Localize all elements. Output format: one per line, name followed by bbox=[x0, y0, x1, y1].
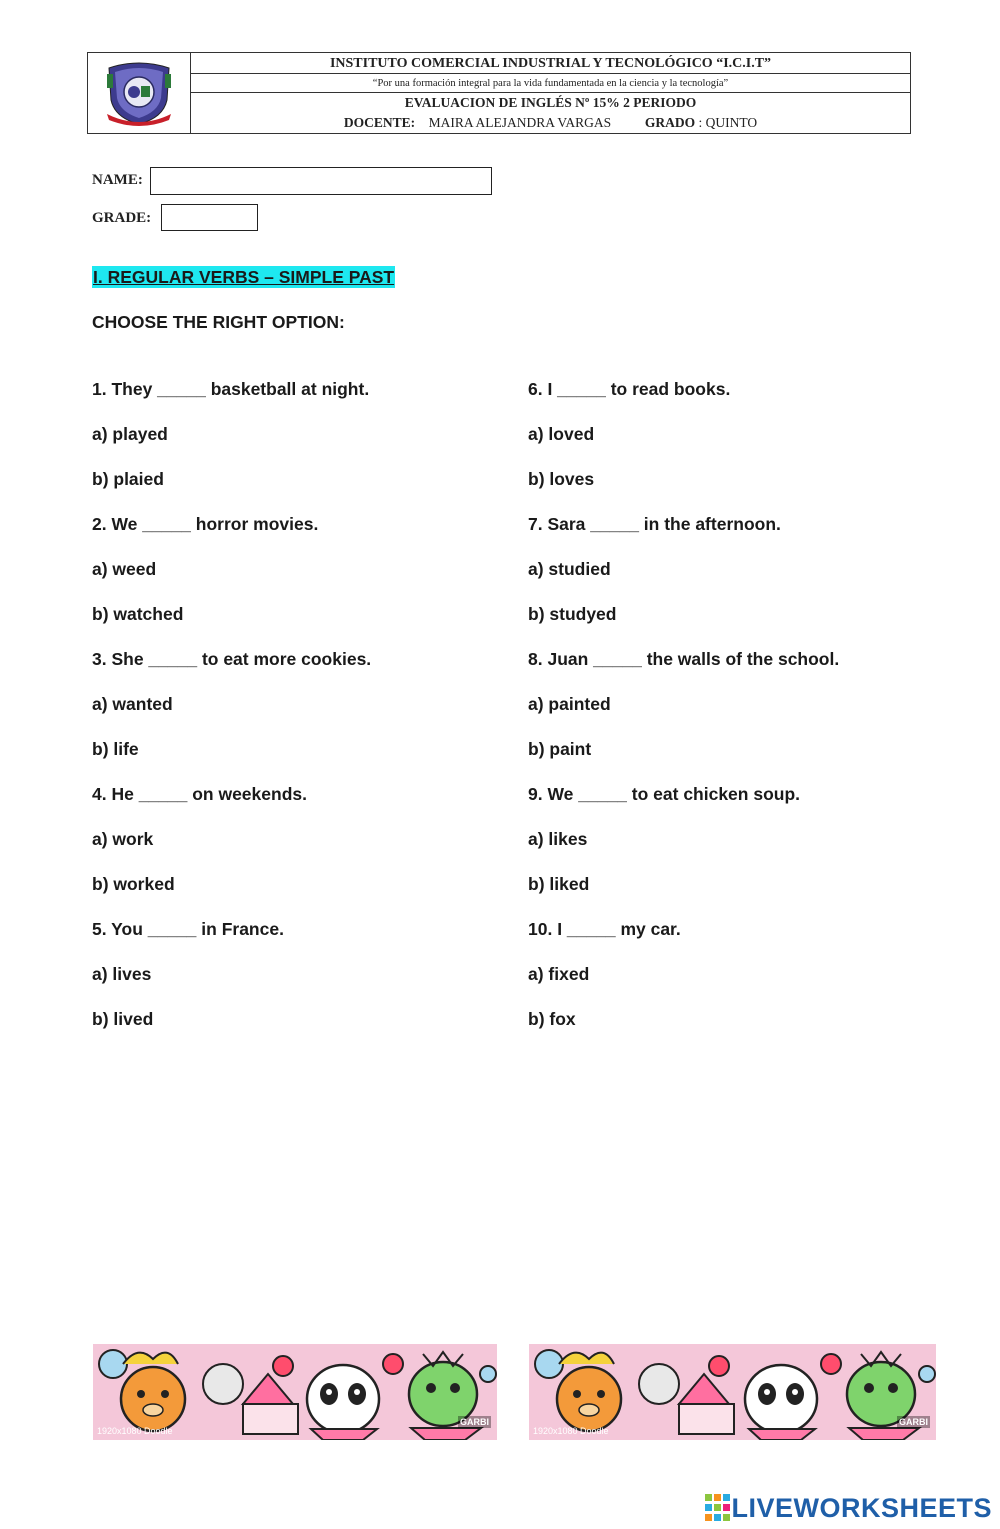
option-2b[interactable]: b) watched bbox=[92, 604, 184, 624]
institute-name: INSTITUTO COMERCIAL INDUSTRIAL Y TECNOLÓGICO “I.C.I.T” bbox=[191, 53, 910, 74]
grade-input[interactable] bbox=[161, 204, 258, 231]
question-7: 7. Sara _____ in the afternoon. bbox=[528, 514, 781, 534]
question-4: 4. He _____ on weekends. bbox=[92, 784, 307, 804]
option-6b[interactable]: b) loves bbox=[528, 469, 595, 489]
option-3b[interactable]: b) life bbox=[92, 739, 139, 759]
section-title: I. REGULAR VERBS – SIMPLE PAST bbox=[93, 267, 395, 287]
question-5: 5. You _____ in France. bbox=[92, 919, 284, 939]
teacher-label: DOCENTE: bbox=[343, 115, 416, 130]
option-10a[interactable]: a) fixed bbox=[528, 964, 590, 984]
option-10b[interactable]: b) fox bbox=[528, 1009, 576, 1029]
option-1a[interactable]: a) played bbox=[92, 424, 168, 444]
option-8b[interactable]: b) paint bbox=[528, 739, 592, 759]
teacher-grade-line bbox=[191, 113, 910, 133]
option-9b[interactable]: b) liked bbox=[528, 874, 590, 894]
school-crest-icon bbox=[103, 60, 175, 126]
option-5a[interactable]: a) lives bbox=[92, 964, 152, 984]
question-9: 9. We _____ to eat chicken soup. bbox=[528, 784, 801, 804]
option-8a[interactable]: a) painted bbox=[528, 694, 611, 714]
banner-brand: GARBI bbox=[899, 1417, 928, 1427]
school-header bbox=[87, 52, 911, 134]
banner-brand: GARBI bbox=[460, 1417, 489, 1427]
grade-label-header: GRADO bbox=[644, 115, 696, 130]
option-6a[interactable]: a) loved bbox=[528, 424, 595, 444]
option-4a[interactable]: a) work bbox=[92, 829, 154, 849]
liveworksheets-logo[interactable] bbox=[705, 1492, 992, 1524]
teacher-name: MAIRA ALEJANDRA VARGAS bbox=[428, 115, 612, 130]
option-3a[interactable]: a) wanted bbox=[92, 694, 173, 714]
banner-caption: 1920x1080 Doodle bbox=[533, 1426, 609, 1436]
school-logo bbox=[88, 53, 191, 133]
question-10: 10. I _____ my car. bbox=[528, 919, 681, 939]
question-8: 8. Juan _____ the walls of the school. bbox=[528, 649, 840, 669]
option-1b[interactable]: b) plaied bbox=[92, 469, 164, 489]
doodle-banner-right bbox=[529, 1344, 936, 1440]
grade-label: GRADE: bbox=[92, 210, 152, 226]
doodle-banner-left bbox=[93, 1344, 497, 1440]
name-label: NAME: bbox=[92, 172, 143, 188]
option-5b[interactable]: b) lived bbox=[92, 1009, 154, 1029]
option-9a[interactable]: a) likes bbox=[528, 829, 588, 849]
question-6: 6. I _____ to read books. bbox=[528, 379, 731, 399]
name-input[interactable] bbox=[150, 167, 492, 195]
liveworksheets-blocks-icon bbox=[705, 1494, 731, 1522]
option-4b[interactable]: b) worked bbox=[92, 874, 175, 894]
option-7a[interactable]: a) studied bbox=[528, 559, 611, 579]
instruction: CHOOSE THE RIGHT OPTION: bbox=[92, 312, 345, 332]
evaluation-title: EVALUACION DE INGLÉS Nº 15% 2 PERIODO bbox=[404, 95, 697, 110]
question-3: 3. She _____ to eat more cookies. bbox=[92, 649, 372, 669]
question-1: 1. They _____ basketball at night. bbox=[92, 379, 370, 399]
question-2: 2. We _____ horror movies. bbox=[92, 514, 319, 534]
institute-motto: “Por una formación integral para la vida fundamentada en la ciencia y la tecnología” bbox=[191, 74, 910, 93]
grade-value: : QUINTO bbox=[698, 115, 758, 130]
option-2a[interactable]: a) weed bbox=[92, 559, 157, 579]
liveworksheets-text: LIVEWORKSHEETS bbox=[731, 1492, 992, 1523]
option-7b[interactable]: b) studyed bbox=[528, 604, 617, 624]
banner-caption: 1920x1080 Doodle bbox=[97, 1426, 173, 1436]
